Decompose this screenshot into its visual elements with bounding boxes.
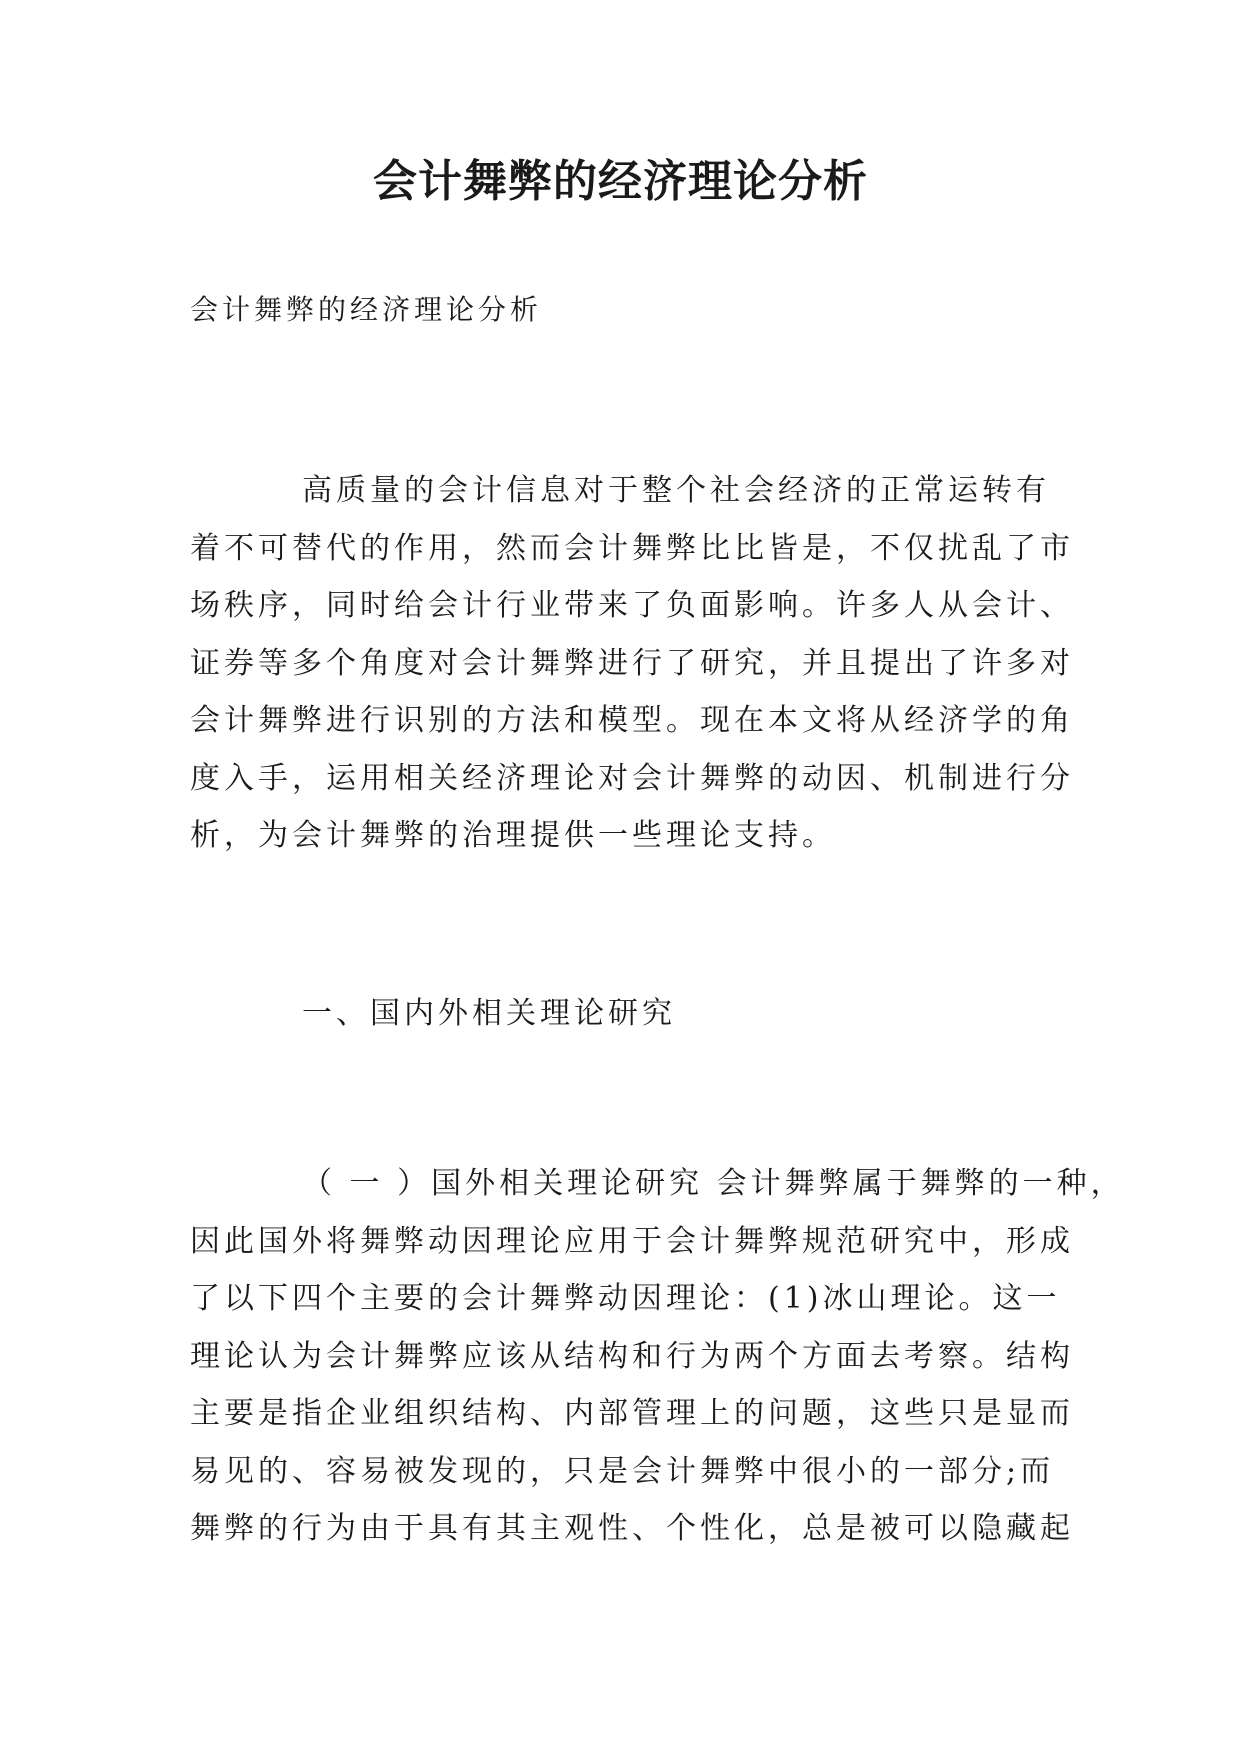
paragraph-line: 因此国外将舞弊动因理论应用于会计舞弊规范研究中，形成 <box>190 1223 1074 1259</box>
section-heading: 一、国内外相关理论研究 <box>302 996 676 1031</box>
paragraph-line: 主要是指企业组织结构、内部管理上的问题，这些只是显而 <box>190 1396 1074 1431</box>
foreign-theory-paragraph <box>190 1155 1125 1558</box>
paragraph-line: 着不可替代的作用，然而会计舞弊比比皆是，不仅扰乱了市 <box>190 530 1074 566</box>
paragraph-line: 理论认为会计舞弊应该从结构和行为两个方面去考察。结构 <box>190 1338 1074 1374</box>
document-subtitle: 会计舞弊的经济理论分析 <box>190 293 543 326</box>
paragraph-line: 会计舞弊进行识别的方法和模型。现在本文将从经济学的角 <box>190 703 1074 738</box>
paragraph-line: 舞弊的行为由于具有其主观性、个性化，总是被可以隐藏起 <box>190 1511 1074 1546</box>
paragraph-line: 析，为会计舞弊的治理提供一些理论支持。 <box>190 818 836 853</box>
paragraph-line: 高质量的会计信息对于整个社会经济的正常运转有 <box>302 473 1050 508</box>
paragraph-line: 度入手，运用相关经济理论对会计舞弊的动因、机制进行分 <box>190 760 1074 796</box>
paragraph-line: 证券等多个角度对会计舞弊进行了研究，并且提出了许多对 <box>190 645 1074 681</box>
document-title: 会计舞弊的经济理论分析 <box>373 156 868 207</box>
intro-paragraph <box>190 462 1074 865</box>
paragraph-line: 场秩序，同时给会计行业带来了负面影响。许多人从会计、 <box>190 588 1074 623</box>
paragraph-line: 易见的、容易被发现的，只是会计舞弊中很小的一部分;而 <box>190 1453 1055 1489</box>
paragraph-line: 了以下四个主要的会计舞弊动因理论：(1)冰山理论。这一 <box>190 1281 1061 1316</box>
paragraph-line: （ 一 ）国外相关理论研究 会计舞弊属于舞弊的一种， <box>302 1166 1125 1201</box>
